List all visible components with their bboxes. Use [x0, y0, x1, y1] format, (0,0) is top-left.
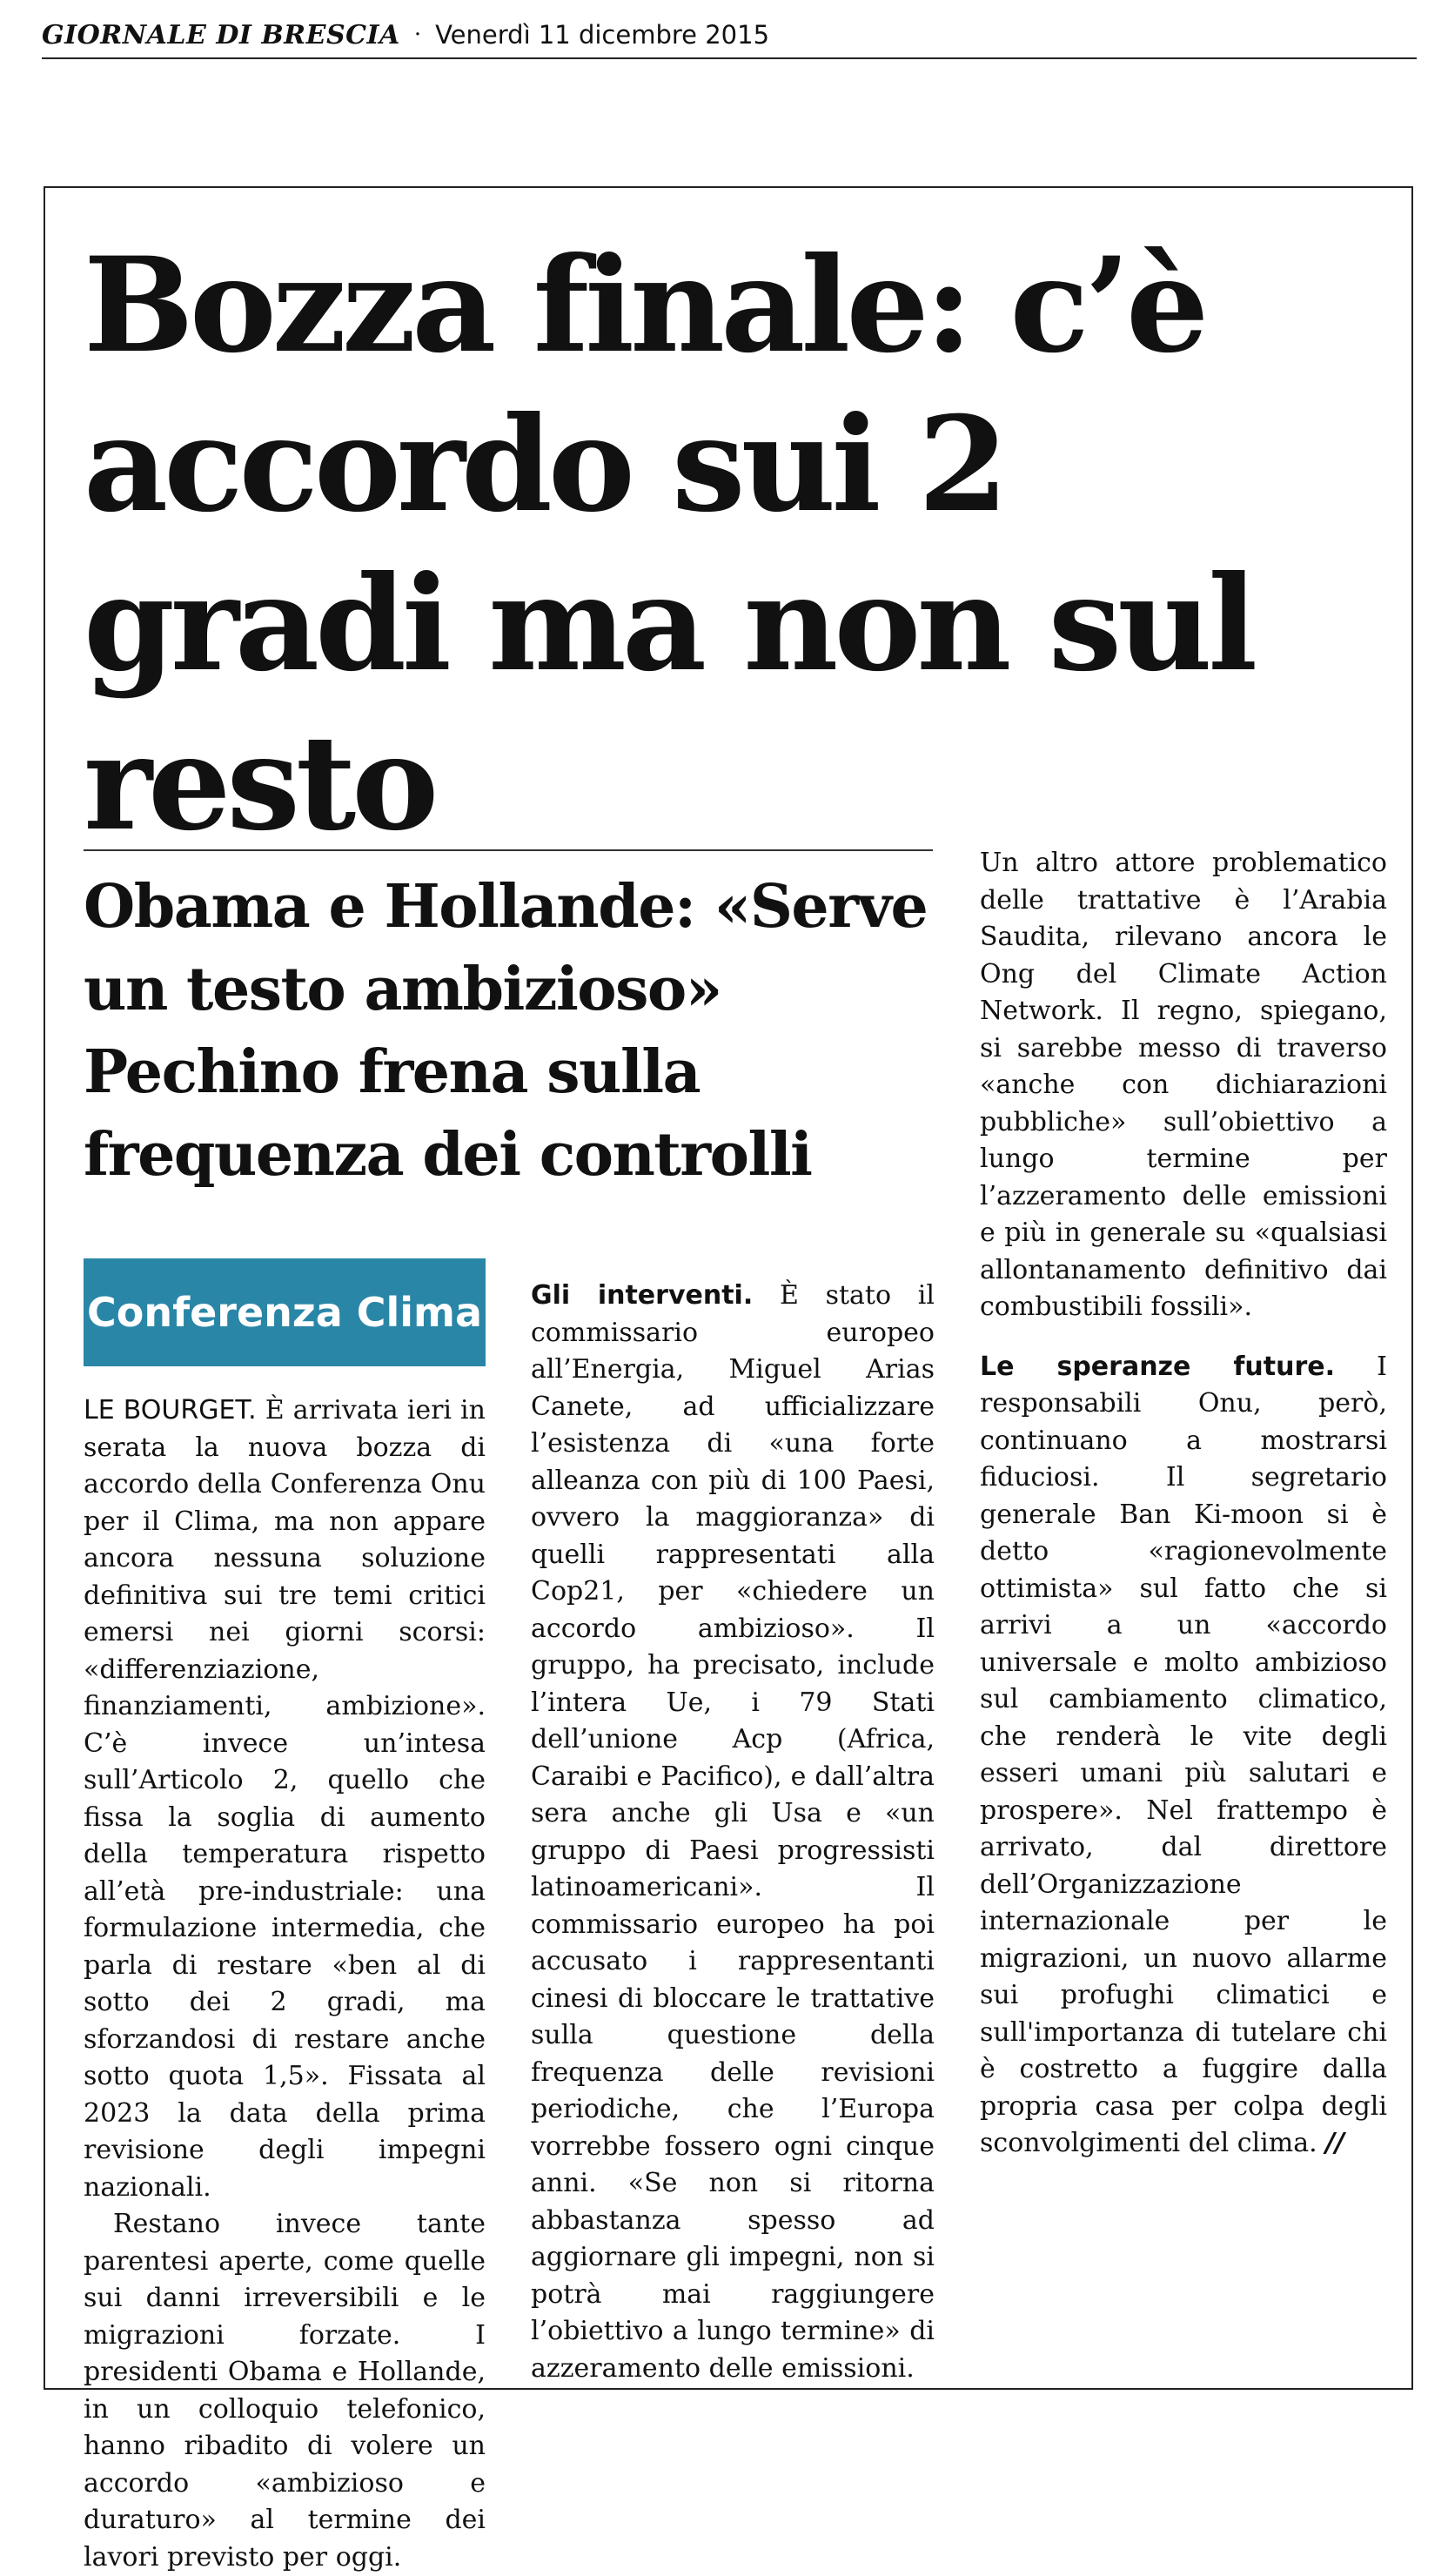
- subheadline: Obama e Hollande: «Serve un testo ambizioso» Pechino frena sulla frequenza dei controlli: [84, 872, 928, 1190]
- section-tag: Conferenza Clima: [84, 1258, 486, 1366]
- masthead: [42, 12, 1417, 59]
- article-paragraph: Restano invece tante parentesi aperte, come quelle sui danni irreversibili e le migrazioni forzate. I presidenti Obama e Hollande, in un colloquio telefonico, hanno ribadito di volere un accordo «ambizioso e duraturo» al termine dei lavori previsto per oggi.: [84, 2209, 486, 2573]
- kicker: Gli interventi.: [531, 1280, 754, 1311]
- issue-date: Venerdì 11 dicembre 2015: [435, 20, 770, 50]
- article-paragraph: [84, 1392, 486, 2206]
- article-paragraph: Un altro attore problematico delle trattative è l’Arabia Saudita, rilevano ancora le Ong del Climate Action Network. Il regno, spiegano, si sarebbe messo di traverso «anche con dichiarazioni pubbliche» sull’obiettivo a lungo termine per l’azzeramento delle emissioni e più in generale su «qualsiasi allontanamento definitivo dai combustibili fossili».: [980, 848, 1387, 1322]
- kicker: Le speranze future.: [980, 1351, 1336, 1382]
- article-column: [84, 1392, 486, 2576]
- subheadline-rule: [84, 849, 933, 851]
- article-column: [980, 845, 1387, 2163]
- article-paragraph: [531, 1278, 935, 2387]
- paragraph-text: È arrivata ieri in serata la nuova bozza di accordo della Conferenza Onu per il Clima, ma non appare ancora nessuna soluzione definitiva sui tre temi critici emersi nei giorni scorsi: «differenziazione, finanziamenti, ambizione». C’è invece un’intesa sull’Articolo 2, quello che fissa la soglia di aumento della temperatura rispetto all’età pre-industriale: una formulazione intermedia, che parla di restare «ben al di sotto dei 2 gradi, ma sforzandosi di restare anche sotto quota 1,5». Fissata al 2023 la data della prima revisione degli impegni nazionali.: [84, 1395, 486, 2203]
- newspaper-name: GIORNALE DI BRESCIA: [42, 19, 400, 50]
- article-column: [531, 1255, 935, 2387]
- article-paragraph: [980, 1349, 1387, 2163]
- headline: Bozza finale: c’è accordo sui 2 gradi ma non sul resto: [84, 229, 1254, 860]
- dateline: LE BOURGET.: [84, 1395, 257, 1426]
- masthead-separator: ·: [413, 22, 422, 48]
- paragraph-text: I responsabili Onu, però, continuano a mostrarsi fiduciosi. Il segretario generale Ban Ki-moon si è detto «ragionevolmente ottimista» sul fatto che si arrivi a un «accordo universale e molto ambizioso sul cambiamento climatico, che renderà le vite degli esseri umani più salutari e prospere». Nel frattempo è arrivato, dal direttore dell’Organizzazione internazionale per le migrazioni, un nuovo allarme sui profughi climatici e sull'importanza di tutelare chi è costretto a fuggire dalla propria casa per colpa degli sconvolgimenti del clima.: [980, 1351, 1387, 2158]
- paragraph-text: È stato il commissario europeo all’Energia, Miguel Arias Canete, ad ufficializzare l’esistenza di «una forte alleanza con più di 100 Paesi, ovvero la maggioranza» di quelli rappresentati alla Cop21, per «chiedere un accordo ambizioso». Il gruppo, ha precisato, include l’intera Ue, i 79 Stati dell’unione Acp (Africa, Caraibi e Pacifico), e dall’altra sera anche gli Usa e «un gruppo di Paesi progressisti latinoamericani». Il commissario europeo ha poi accusato i rappresentanti cinesi di bloccare le trattative sulla questione della frequenza delle revisioni periodiche, che l’Europa vorrebbe fossero ogni cinque anni. «Se non si ritorna abbastanza spesso ad aggiornare gli impegni, non si potrà mai raggiungere l’obiettivo a lungo termine» di azzeramento delle emissioni.: [531, 1280, 935, 2384]
- end-mark: //: [1325, 2128, 1345, 2158]
